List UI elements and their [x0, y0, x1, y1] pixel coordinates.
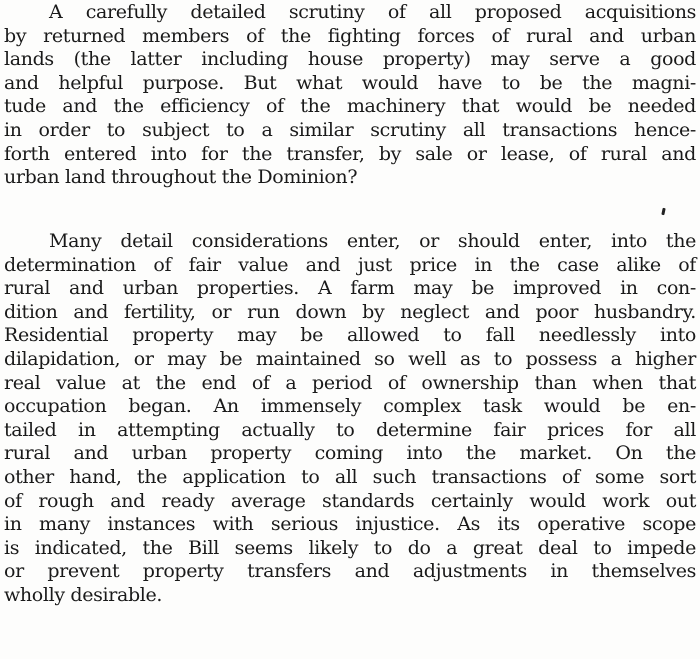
text-line: and helpful purpose. But what would have to be the magni-: [4, 71, 696, 94]
text-line: other hand, the application to all such transactions of some sort: [4, 465, 696, 488]
text-line: A carefully detailed scrutiny of all proposed acquisitions: [49, 1, 696, 23]
text-line: of rough and ready average standards certainly would work out: [4, 489, 696, 512]
text-line: determination of fair value and just price in the case alike of: [4, 253, 696, 276]
paragraph-fair-value-considerations: [4, 230, 696, 608]
text-line: forth entered into for the transfer, by sale or lease, of rural and: [4, 142, 696, 165]
paragraph-acquisitions-scrutiny: [4, 1, 696, 190]
text-line: occupation began. An immensely complex task would be en-: [4, 395, 696, 418]
text-line: in many instances with serious injustice. As its operative scope: [4, 513, 696, 536]
text-line: Residential property may be allowed to fall needlessly into: [4, 324, 696, 347]
text-line: wholly desirable.: [4, 583, 163, 606]
text-line: rural and urban property coming into the market. On the: [4, 442, 696, 465]
text-line: tailed in attempting actually to determine fair prices for all: [4, 418, 696, 441]
text-line: or prevent property transfers and adjustments in themselves: [4, 560, 696, 583]
text-line: dition and fertility, or run down by neglect and poor husbandry.: [4, 300, 696, 323]
text-line: rural and urban properties. A farm may be improved in con-: [4, 277, 696, 300]
text-line: dilapidation, or may be maintained so well as to possess a higher: [4, 347, 696, 370]
text-line: by returned members of the fighting forces of rural and urban: [4, 24, 696, 47]
text-line: is indicated, the Bill seems likely to do a great deal to impede: [4, 536, 696, 559]
text-line: Many detail considerations enter, or should enter, into the: [49, 230, 696, 252]
text-line: urban land throughout the Dominion?: [4, 166, 358, 189]
text-line: real value at the end of a period of ownership than when that: [4, 371, 696, 394]
print-speck-mark: [661, 208, 665, 215]
text-line: in order to subject to a similar scrutiny all transactions hence-: [4, 118, 696, 141]
text-line: lands (the latter including house property) may serve a good: [4, 48, 696, 71]
text-line: tude and the efficiency of the machinery that would be needed: [4, 95, 696, 118]
